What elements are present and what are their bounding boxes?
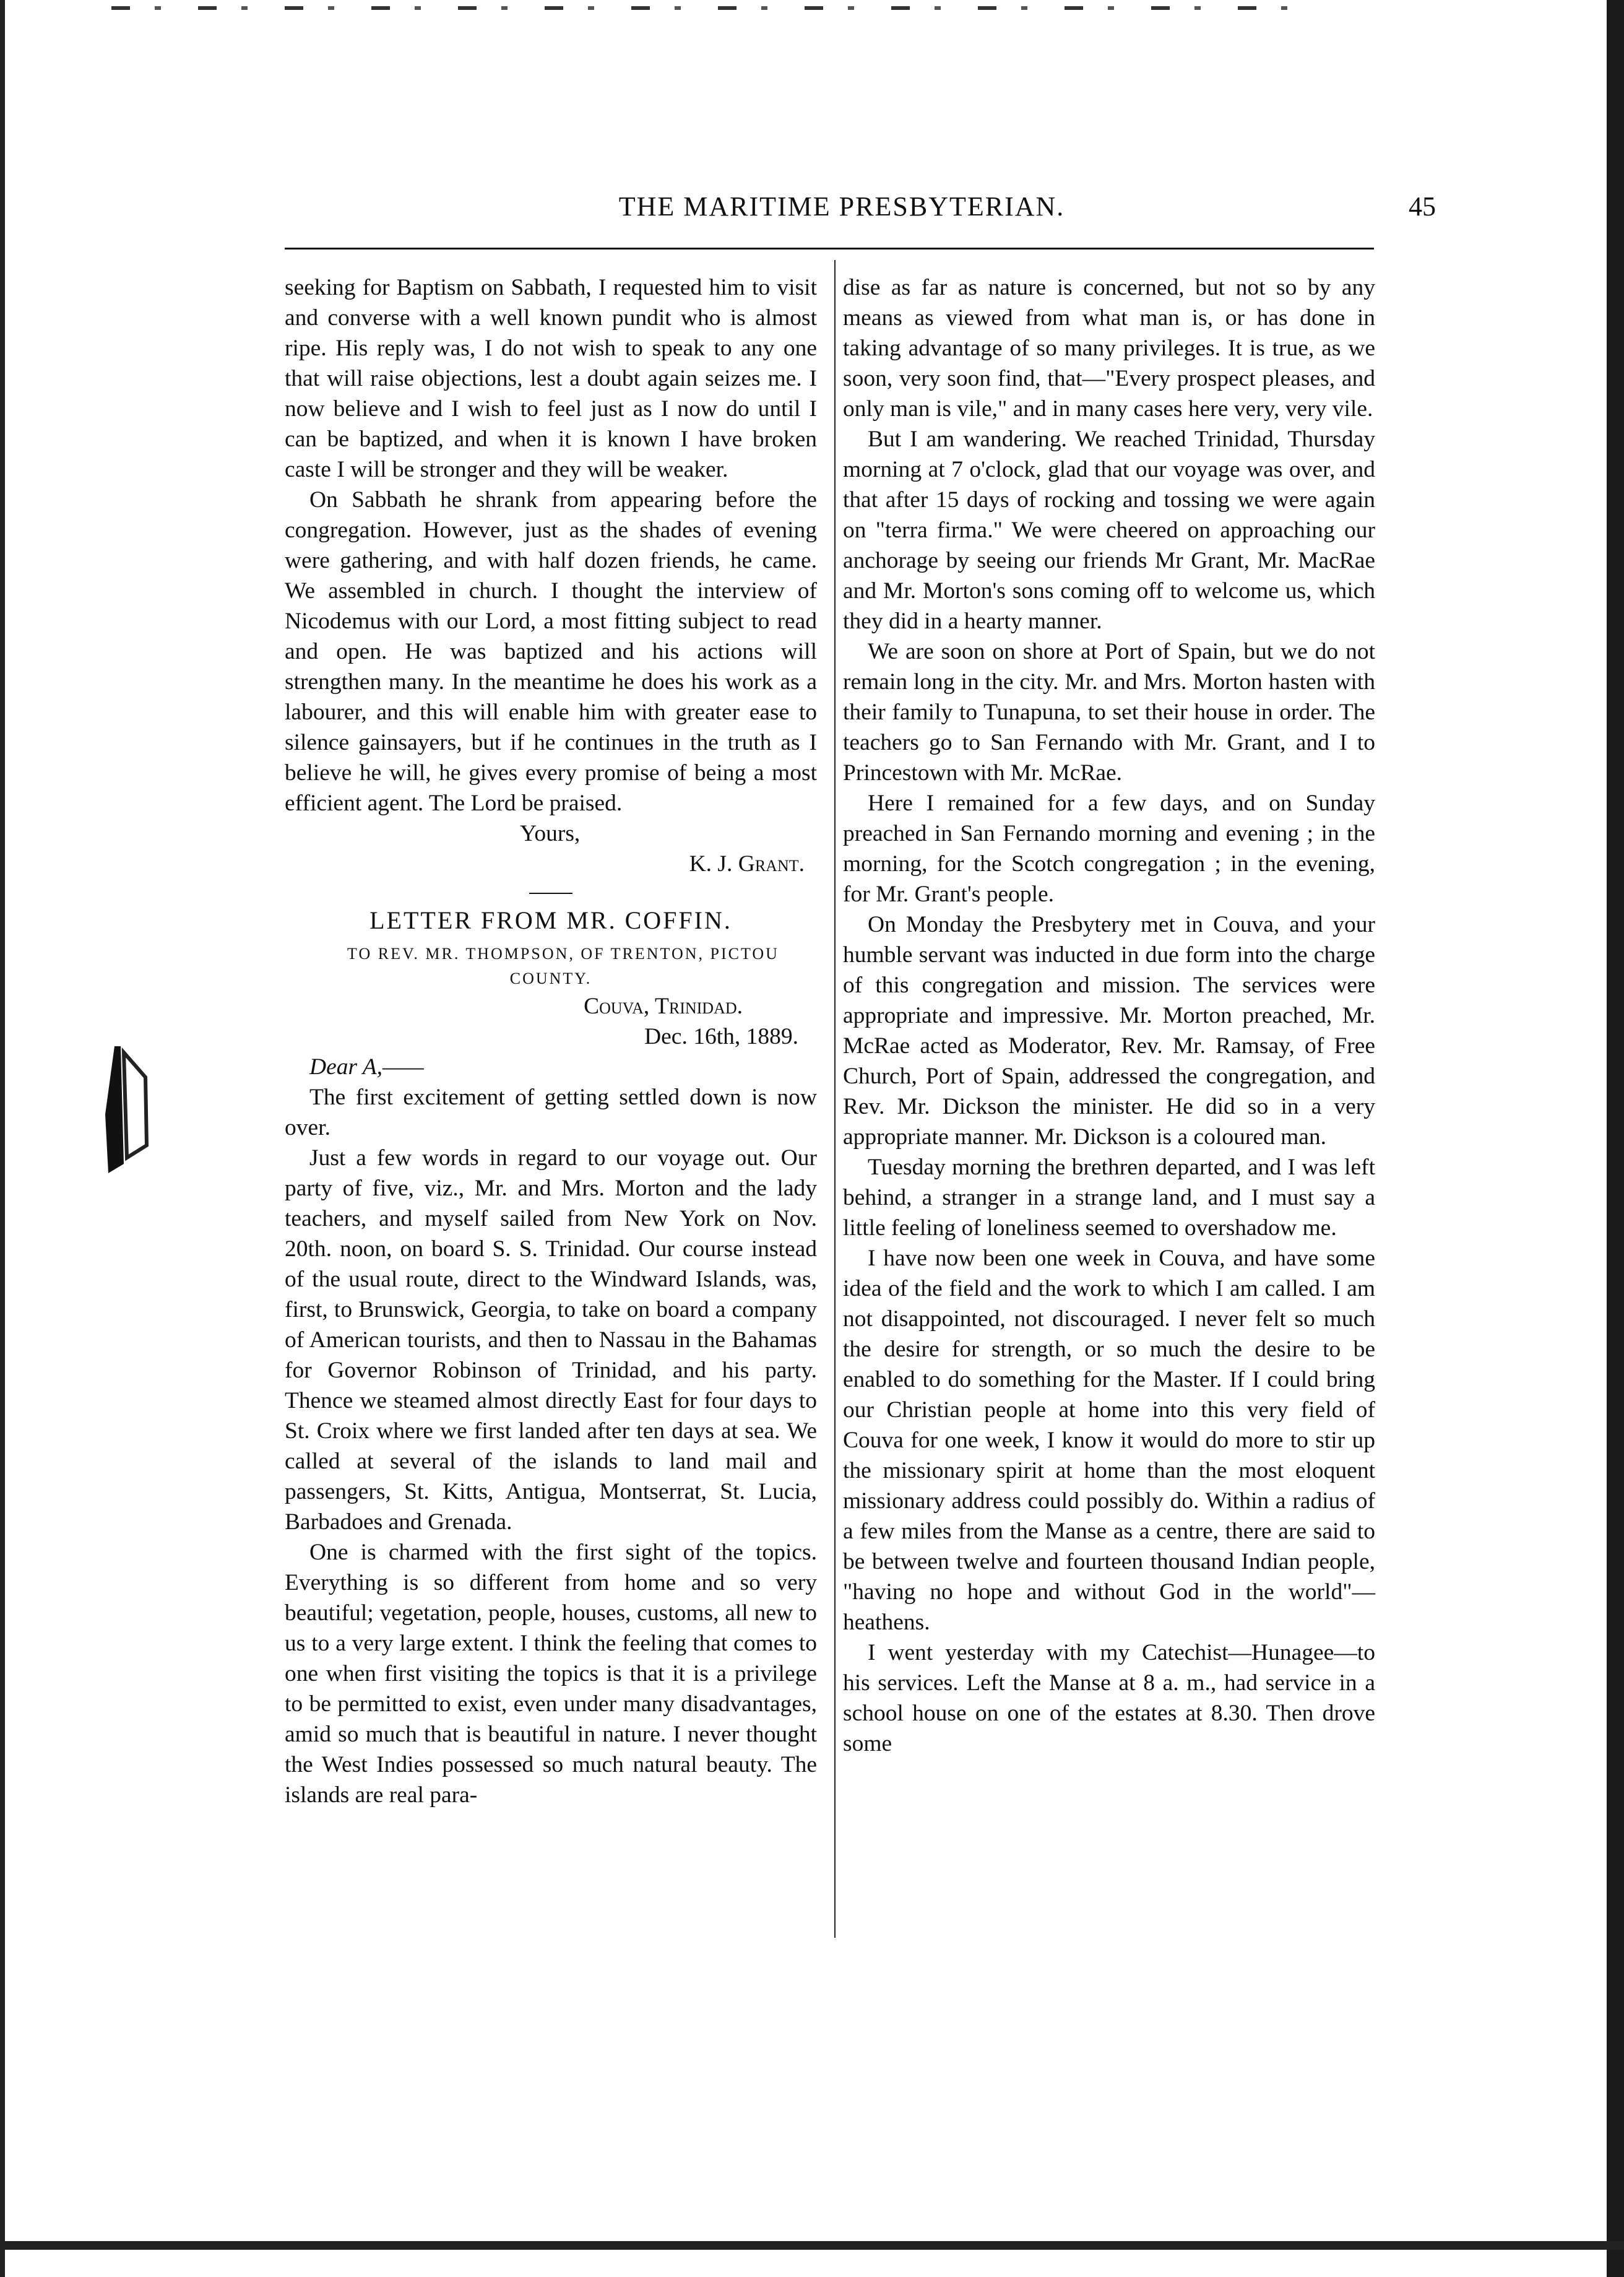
paragraph: Just a few words in regard to our voyage out. Our party of five, viz., Mr. and Mrs. Morton and the lady teachers, and myself sailed from New York on Nov. 20th. noon, on board S. S. Trinidad. Our course instead of the usual route, direct to the Windward Islands, was, first, to Brunswick, Georgia, to take on board a company of American tourists, and then to Nassau in the Bahamas for Governor Robinson of Trinidad, and his party. Thence we steamed almost directly East for four days to St. Croix where we first landed after ten days at sea. We called at several of the islands to land mail and passengers, St. Kitts, Antigua, Montserrat, St. Lucia, Barbadoes and Grenada.: [285, 1145, 817, 1535]
scan-bottom-edge: [0, 2241, 1624, 2250]
dateline-date: Dec. 16th, 1889.: [644, 1024, 798, 1049]
paragraph: seeking for Baptism on Sabbath, I requested him to visit and converse with a well known pundit who is almost ripe. His reply was, I do not wish to speak to any one that will raise objections, lest a doubt again seizes me. I now believe and I wish to feel just as I now do until I can be baptized, and when it is known I have broken caste I will be stronger and they will be weaker.: [285, 275, 817, 482]
paragraph: We are soon on shore at Port of Spain, but we do not remain long in the city. Mr. and Mrs. Morton hasten with their family to Tunapuna, to set their house in order. The teachers go to San Fernando with Mr. Grant, and I to Princestown with Mr. McRae.: [843, 639, 1375, 786]
scan-top-noise: [111, 6, 1287, 10]
dateline-place: Couva, Trinidad.: [584, 994, 743, 1019]
scan-right-edge: [1607, 0, 1624, 2277]
paragraph: The first excitement of getting settled down is now over.: [285, 1085, 817, 1140]
paragraph: On Sabbath he shrank from appearing before the congregation. However, just as the shades of evening were gathering, and with half dozen friends, he came. We assembled in church. I thought the interview of Nicodemus with our Lord, a most fitting subject to read and open. He was baptized and his actions will strengthen many. In the meantime he does his work as a labourer, and this will enable him with greater ease to silence gainsayers, but if he continues in the truth as I believe he will, he gives every promise of being a most efficient agent. The Lord be praised.: [285, 487, 817, 816]
paragraph: I have now been one week in Couva, and have some idea of the field and the work to which I am called. I am not disappointed, not discouraged. I never felt so much the desire for strength, or so much the desire to be enabled to do something for the Master. If I could bring our Christian people at home into this very field of Couva for one week, I know it would do more to stir up the missionary spirit at home than the most eloquent missionary address could possibly do. Within a radius of a few miles from the Manse as a centre, there are said to be between twelve and fourteen thousand Indian people, "having no hope and without God in the world"—heathens.: [843, 1246, 1375, 1635]
addressee-line: TO REV. MR. THOMPSON, OF TRENTON, PICTOU COUNTY.: [347, 945, 779, 987]
salutation: Dear A,——: [309, 1054, 424, 1080]
header-rule: [285, 248, 1374, 249]
section-separator: [529, 893, 572, 894]
right-column: [843, 272, 1375, 1759]
binding-clip-mark: [90, 1040, 152, 1176]
paragraph: But I am wandering. We reached Trinidad, Thursday morning at 7 o'clock, glad that our voyage was over, and that after 15 days of rocking and tossing we were again on "terra firma." We were cheered on approaching our anchorage by seeing our friends Mr Grant, Mr. MacRae and Mr. Morton's sons coming off to welcome us, which they did in a hearty manner.: [843, 427, 1375, 634]
page-number: 45: [1409, 191, 1436, 222]
paragraph: Tuesday morning the brethren departed, and I was left behind, a stranger in a strange land, and I must say a little feeling of loneliness seemed to overshadow me.: [843, 1155, 1375, 1241]
paragraph: Here I remained for a few days, and on Sunday preached in San Fernando morning and evening ; in the morning, for the Scotch congregation ; in the evening, for Mr. Grant's people.: [843, 791, 1375, 907]
page-header: [285, 186, 1436, 229]
paragraph: On Monday the Presbytery met in Couva, and your humble servant was inducted in due form into the charge of this congregation and mission. The services were appropriate and impressive. Mr. Morton preached, Mr. McRae acted as Moderator, Rev. Mr. Ramsay, of Free Church, Port of Spain, addressed the congregation, and Rev. Mr. Dickson the minister. He did so in a very appropriate manner. Mr. Dickson is a coloured man.: [843, 912, 1375, 1150]
paragraph: dise as far as nature is concerned, but not so by any means as viewed from what man is, or has done in taking advantage of so many privileges. It is true, as we soon, very soon find, that—"Every prospect pleases, and only man is vile," and in many cases here very, very vile.: [843, 275, 1375, 422]
left-column: [285, 272, 817, 1810]
paragraph: I went yesterday with my Catechist—Hunagee—to his services. Left the Manse at 8 a. m., had service in a school house on one of the estates at 8.30. Then drove some: [843, 1640, 1375, 1756]
column-divider: [834, 260, 836, 1938]
paragraph: One is charmed with the first sight of the topics. Everything is so different from home and so very beautiful; vegetation, people, houses, customs, all new to us to a very large extent. I think the feeling that comes to one when first visiting the topics is that it is a privilege to be permitted to exist, even under many disadvantages, amid so much that is beautiful in nature. I never thought the West Indies possessed so much natural beauty. The islands are real para-: [285, 1540, 817, 1808]
signature: K. J. Grant.: [689, 851, 805, 877]
letter-closing: Yours,: [520, 821, 581, 846]
running-title: THE MARITIME PRESBYTERIAN.: [618, 191, 1065, 222]
article-title: LETTER FROM MR. COFFIN.: [369, 906, 732, 934]
scan-left-edge: [0, 0, 5, 2277]
